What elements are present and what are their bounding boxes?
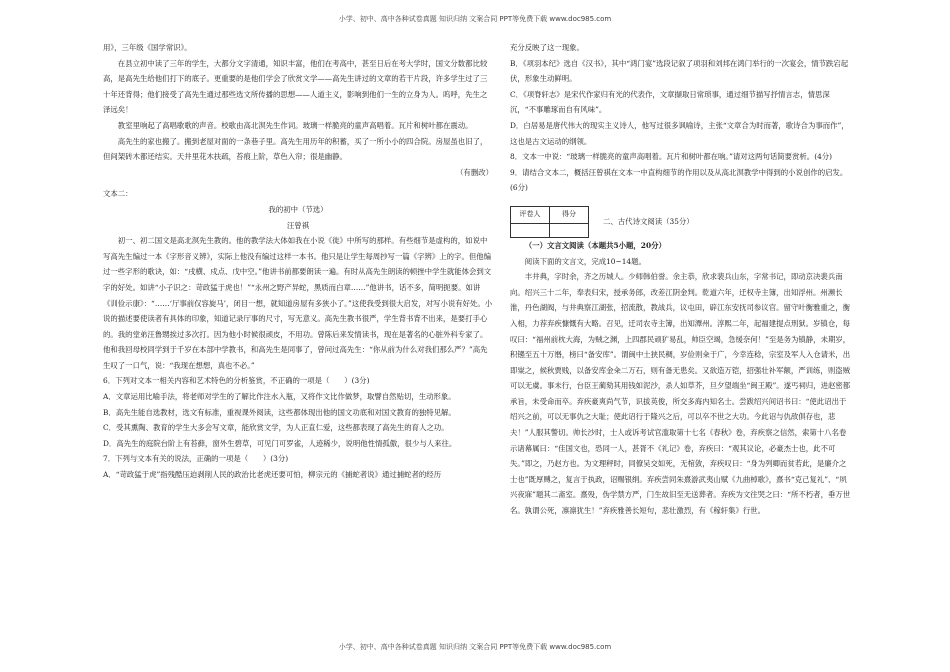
text-line: 文分数都比较高，是高先生给他们打下的底子。更重要的是他们学会了欣赏文学——高先生讲过的文章的 [103,58,488,84]
paragraph [103,233,493,373]
text-line: 行于隆兴之后，可以卒不世之大功。今此诏与仇敌俱存也，悲夫！”人服其警切。帅长沙时，士人或诉 [510,412,836,438]
text-line: 如死，无棺敛，弃疾叹曰：“身为列卿而贫若此，是廉介之士也”既厚赙之，复言于执政，诏赐银绢。弃 [510,459,847,484]
text-line: 用》，三年级《国学常识》。 [103,43,192,52]
text-line: 在震动。 [443,120,473,130]
question-6-option-c: C．受其熏陶、教育的学生大多会写文章，能欣赏文学，为人正直仁爱，这些都表现了高先生的育人之功。 [103,423,449,433]
score-cell[interactable] [550,223,589,237]
question-7-option-d [510,118,853,149]
text-line: 起伏，形象生动鲜明。 [510,58,849,84]
text-line: C．《项脊轩志》是宋代作家归有光的代表作，文章撷取日常琐事，通过细节描写抒情言志，情思深沉， [510,89,830,115]
text-line: 垂万世名。孰谓公死，凛凛犹生！”弃疾雅善长短句，悲壮激烈，有《稼轩集》行世。 [510,490,851,516]
text-line: 丰井典，字时余，齐之历城人。少师韩伯誉。余主恭，欣求裴兵山东，字常书记，即动京决裴兵南向。 [510,272,843,297]
text-line: B．《项羽本纪》选自《汉书》，其中“鸿门宴”选段记叙了项羽和刘邦在鸿门举行的一次宴会，情节跌宕 [510,58,841,68]
text-line: 识拔英俊，所交多海内知名士。尝跋绍兴间诏书曰：“使此诏出于绍兴之前，可以无事仇之大耻；使此诏 [510,396,847,422]
text-line: 母校同学到于千岁在本部中学教书，和高先生是同事了，曾问过高先生：“你从前为什么对我们那么 [132,345,455,355]
grader-box [510,206,853,238]
text-line: 屋虽也旧了，但间架砖木都还结实。天井里花木扶疏，苔痕上阶，草色入帘；很是幽静。 [103,136,488,162]
text-line: 绍兴三十二年，奉表归宋，授承务郎，改差江阴金判。乾道六年，迁权寺主簿，出知浮州。州濒长淮， [510,287,843,313]
text-line: D．白居易是唐代伟大的现实主义诗人，他写过很多讽喻诗，主张“文章合为时而著，歌诗合为事而作”， [510,120,849,130]
text-line: 分) [517,183,528,193]
text-line: 郡民顽犷易乱，帅臣空竭，急缓奈何！”至是务为镇静，未期岁，积镪至五十万缗，榜曰“备安库”。谓 [510,334,851,360]
text-line: 考试官滥取第十七名《春秋》卷，弃疾察之信然，索第十八名卷示诸幕属曰：“佳国文也，恐同一人，甚胥不 [510,428,847,453]
article-author: 汪曾祺 [286,220,310,230]
text-line: 万石，则有备无患矣。又欲造万铠，招强壮补军额，严训练，则盗贼可以无虞。事未行，台臣王蔺劾其用钱 [510,365,850,391]
text-line: 如泥沙，杀人如草芥，旦夕望端坐“闽王殿”。遂丐祠归，进赵密都承旨，未受命而卒。弃疾豪爽尚气节， [510,381,851,406]
text-line: 丹色湖阀，与井典察江湖张，招流散，教战兵，议屯田，辟江东安抚司参议官。留守叶衡雅重之，衡入相， [510,303,850,328]
paragraph [103,118,493,134]
text-line: 黑质而白章……”他讲书，话不多，简明扼要。如讲《训俭示康》：“……‘厅事前仅容旋马’，闭目一 [103,282,481,308]
text-line: 高先生的家也搬了。搬到老屋对面的一条巷子里。高先生用历年的积蓄，买了一所小小的四合院。房 [117,136,443,146]
text-line: 响到他们一生的立身为人。呜呼，先生之泽远矣！ [103,89,488,115]
grader-table [510,206,589,238]
text-two-label: 文本二： [103,189,133,199]
question-7: 7．下列与文本有关的说法，正确的一项是（ ）(3分) [103,454,289,464]
text-line: 若干片段，许多学生过了三十年还背得；他们接受了高先生通过那些选文所传播的思想——人道主义，影 [103,74,488,99]
classical-passage [510,269,853,519]
text-line: 充分反映了这一现象。 [510,43,584,52]
text-line: 象，知道记录厅事的尺寸，写无意义。高先生教书很严，学生背书背不出来，是要打手心的。我的堂弟汪鲁甥 [103,314,488,339]
question-7-option-b [510,56,853,87]
section-title: 二、古代诗文阅读（35分） [603,217,694,227]
revision-note: （有删改） [456,167,493,177]
left-column [103,40,493,483]
grader-label: 评卷人 [511,207,550,224]
subsection-title: （一）文言文阅读（本题共5小题，20分） [524,240,666,250]
text-line: 构的，如说中写高先生编过一本《字形音义辨》，实际上他没有编过这样一本书。他只是让学生每周抄 [103,236,488,261]
question-6-option-a: A．文章运用比喻手法，将老师对学生的了解比作注水入瓶，又将作文比作做梦，取譬自然贴切，生动形象。 [103,392,456,402]
page-footer: 小学、初中、高中各种试卷真题 知识归纳 文案合同 PPT等免费下载 www.doc985.com [338,643,612,651]
question-7-option-a: A．“苛政猛于虎”指残酷压迫剥削人民的政治比老虎还要可怕，柳宗元的《捕蛇者说》通过捕蛇者的经历 [103,470,442,480]
text-line: 挨过多次打。因为他小时候很顽皮，不用功。曾陈后来发情读书，现在是著名的心脏外科专家了。他和我回 [103,329,488,355]
text-line: 写一篇《字辨》上的字。但他编过一些字形的歌诀，如：“戌横、戍点、戊中空。”他讲书前都要朗读一 [103,251,492,277]
question-7-option-c [510,87,853,118]
text-line: “不事雕琢而自有风味”。 [524,105,607,115]
article-title: 我的初中（节选） [268,204,328,214]
text-line: 9．请结合文本二，概括汪曾祺在文本一中直构细节的作用以及从高北溟教学中得到的小说创作的启发。(6 [510,167,848,193]
text-line: 这也是古文运动的纲领。 [510,136,592,146]
text-line: 想，就知道房屋有多狭小了。”这使我受到很大启发，对写小说有好处。小说的描述要使读者有具体的印 [103,298,493,324]
instruction: 阅读下面的文言文，完成10~14题。 [524,256,646,266]
text-line: 疾尝同朱熹游武夷山赋《九曲棹歌》，熹书“克己复礼”、“夙兴夜寐”题其二斋室。熹殁，伪学禁方严，门生故旧至无送葬者。弃疾为文往哭之曰：“所不朽者， [510,474,847,500]
right-column [510,40,853,519]
question-6: 6．下列对文本一相关内容和艺术特色的分析鉴赏，不正确的一项是（ ）(3分) [103,376,370,386]
text-line: 初一、初二国文是高北溟先生教的。他的教学法大体如我在小说《徙》中所写的那样。有些细节是虚 [117,236,443,246]
page-header: 小学、初中、高中各种试卷真题 知识归纳 文案合同 PPT等免费下载 www.doc985.com [338,15,612,23]
question-6-option-d: D．高先生的庭院台阶上有苔藓，窗外生碧草，可见门可罗雀，人迹稀少，说明他性情孤傲，很少与人来往。 [103,438,457,448]
text-line: 力荐弃疾慷慨有大略。召见，迁司农寺主簿，出知潭州。淳熙二年，起福建提点刑狱。岁镇仓，每叹曰：“福州前枕大海，为贼之渊，上四 [510,318,850,344]
paragraph [103,56,493,118]
question-8: 8．文本一中说：“玻璃一样脆亮的童声高唱着。瓦片和树叶都在响。”请对这两句话简要赏析。(4分) [510,152,833,162]
question-6-option-b: B．高先生能自选教材，选文有标准，重视课外阅读，这些都体现出他的国文功底和对国文教育的独特见解。 [103,407,456,417]
score-label: 得分 [550,207,589,224]
text-line: 严？”高先生叹了一口气，说：“我现在想想，真也不必。” [103,345,488,370]
text-line: 闽中土狭民稠，岁俭则籴于广，今幸连稔，宗室及军人入仓请米，出即粜之，候秋贾贱，以备安库金籴二 [510,350,851,375]
grader-cell[interactable] [511,223,550,237]
text-line: 在县立初中读了三年的学生，大都分文字清通，知识丰富，他们在考高中，甚至日后在考大学时，国 [117,58,443,68]
text-line: 遍。有时从高先生朗读的顿挫中学生就能体会到文字的好处。如讲“小子识之：苛政猛于虎也！”“永州之野产异蛇， [103,267,492,292]
paragraph [103,134,493,165]
text-line: 教室里响起了高唱歌歌的声音。校歌由高北溟先生作词。玻璃一样脆亮的童声高唱着。瓦片和树叶都 [117,120,443,130]
question-9 [510,165,853,196]
text-line: 《礼记》卷，弃疾曰：“观其议论，必豪杰士也，此不可失。”即之，乃赵方也。为文理秤时，同僚吴交 [510,443,836,469]
